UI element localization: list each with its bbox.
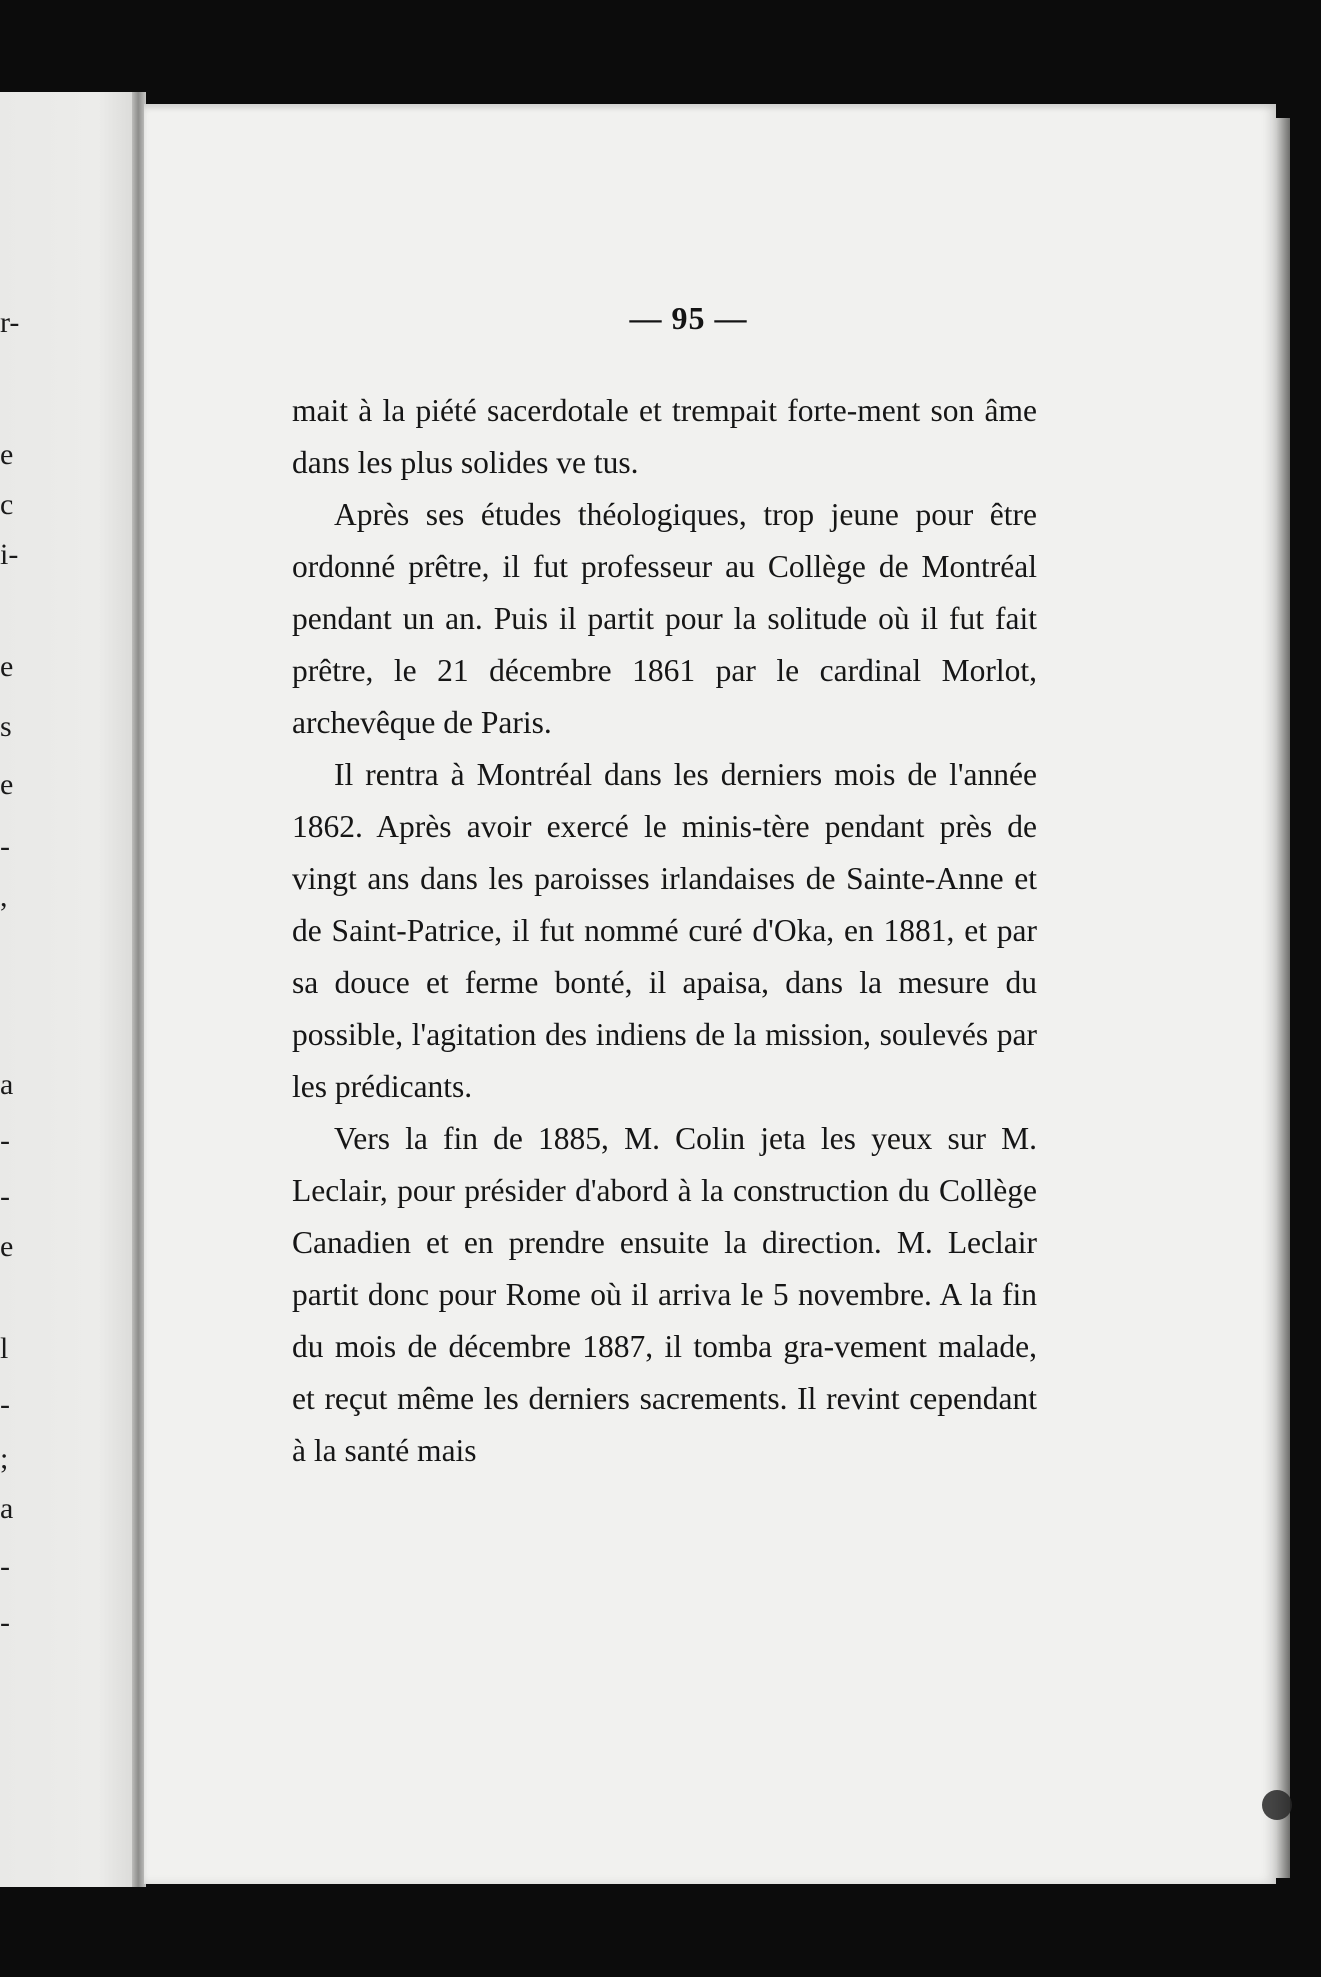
paragraph: Il rentra à Montréal dans les derniers mois de l'année 1862. Après avoir exercé le minis-tère pendant près de vingt ans dans les paroisses irlandaises de Sainte-Anne et de Saint-Patrice, il fut nommé curé d'Oka, en 1881, et par sa douce et ferme bonté, il apaisa, dans la mesure du possible, l'agitation des indiens de la mission, soulevés par les prédicants. [292,757,1037,1104]
previous-page [0,92,140,1887]
fragment: - [0,1180,10,1213]
fragment: - [0,1124,10,1157]
fragment: - [0,1550,10,1583]
fragment: a [0,1068,14,1101]
paragraph: Vers la fin de 1885, M. Colin jeta les yeux sur M. Leclair, pour présider d'abord à la construction du Collège Canadien et en prendre ensuite la direction. M. Leclair partit donc pour Rome où il arriva le 5 novembre. A la fin du mois de décembre 1887, il tomba gra-vement malade, et reçut même les derniers sacrements. Il revint cependant à la santé mais [292,1121,1037,1468]
scan-smudge [1262,1790,1292,1820]
fragment: e [0,438,14,471]
page-number: — 95 — [629,300,748,336]
fragment: - [0,1388,10,1421]
fragment: e [0,768,14,801]
fragment: l [0,1332,9,1365]
fragment: r- [0,306,20,339]
page-body-text [292,385,1037,1477]
fragment: s [0,710,12,743]
fragment: c [0,488,14,521]
page-edge-shadow [1276,118,1290,1878]
fragment: e [0,1230,14,1263]
fragment: , [0,880,8,913]
paragraph: mait à la piété sacerdotale et trempait forte-ment son âme dans les plus solides ve tus. [292,393,1037,480]
previous-page-text-fragments [0,92,30,1887]
fragment: ; [0,1442,9,1475]
fragment: - [0,830,10,863]
fragment: - [0,1606,10,1639]
fragment: i- [0,538,19,571]
fragment: a [0,1492,14,1525]
fragment: e [0,650,14,683]
paragraph: Après ses études théologiques, trop jeune pour être ordonné prêtre, il fut professeur au Collège de Montréal pendant un an. Puis il partit pour la solitude où il fut fait prêtre, le 21 décembre 1861 par le cardinal Morlot, archevêque de Paris. [292,497,1037,740]
